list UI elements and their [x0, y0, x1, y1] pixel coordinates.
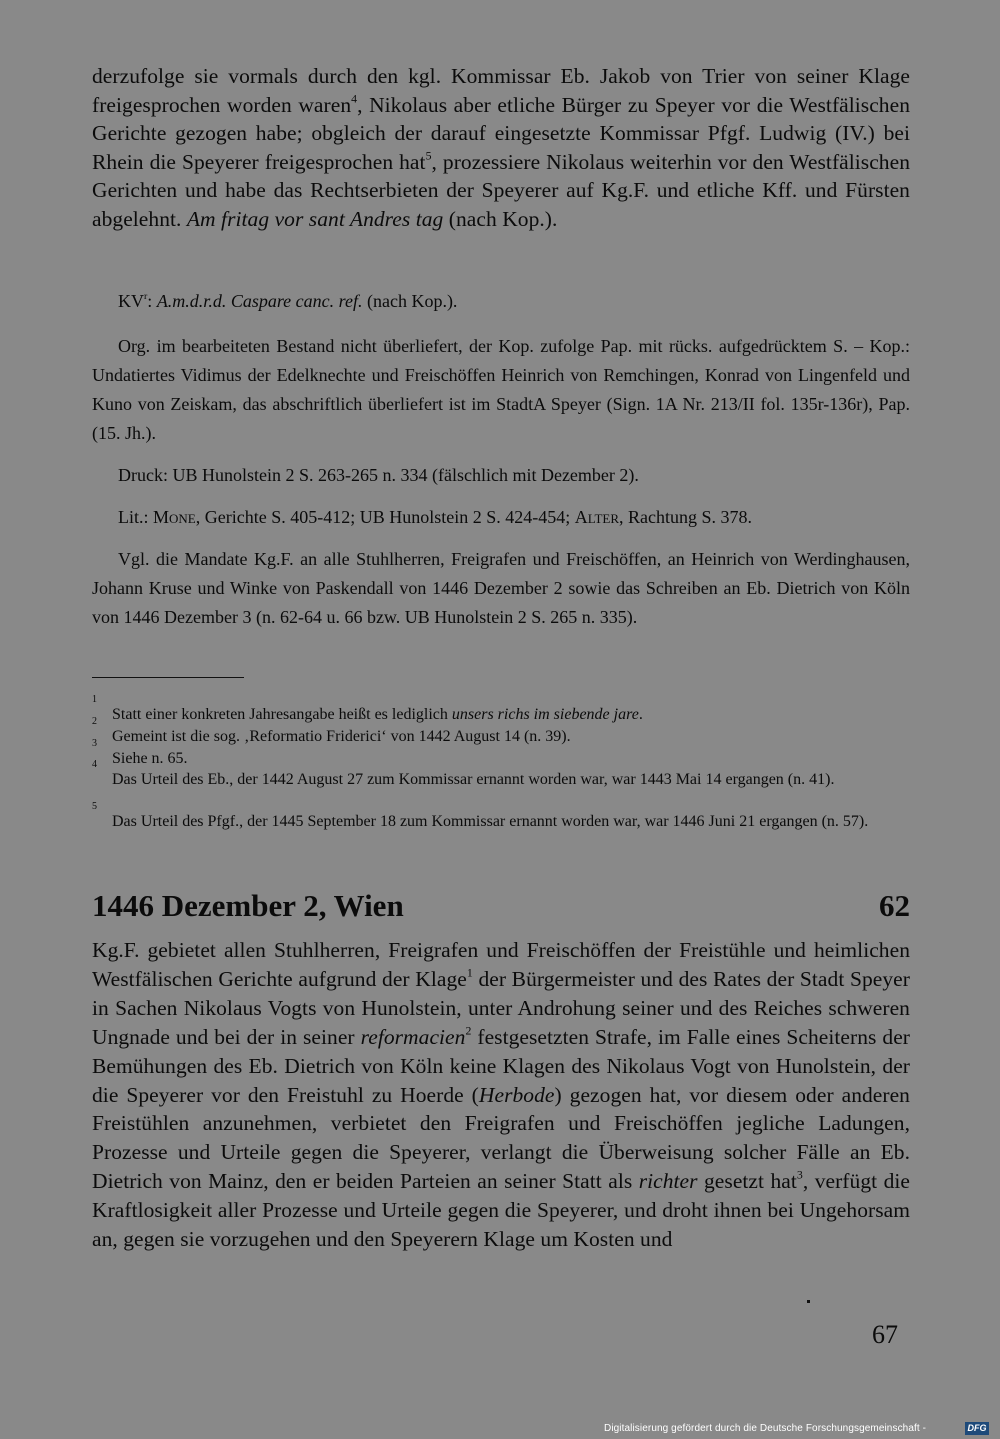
text-run: Lit.:	[118, 507, 153, 527]
text-run: der Bürgermeister und des Rates der Stadt Speyer in Sachen Nikolaus Vogts von Hunolstein, unter Androhung seiner und des Reiches schweren Ungnade und bei der in seiner	[92, 966, 910, 1049]
footnote-text: Siehe n. 65.	[112, 750, 188, 767]
italic-term: Herbode	[478, 1082, 555, 1107]
speck-mark	[807, 1300, 810, 1303]
text-run: , Nikolaus aber etliche Bürger zu Speyer vor die Westfälischen Gerichte gezogen habe; obgleich der darauf eingesetzte Kommissar Pfgf. Ludwig (IV.) bei Rhein die Speyerer freigesprochen hat	[92, 92, 910, 174]
footnote: 1 Statt einer konkreten Jahresangabe heißt es lediglich unsers richs im siebende jare.	[92, 694, 643, 723]
entry-date-place: 1446 Dezember 2, Wien	[92, 888, 404, 923]
footnote-divider	[92, 677, 244, 678]
continuation-paragraph	[92, 62, 910, 234]
text-run: Kg.F. gebietet allen Stuhlherren, Freigrafen und Freischöffen der Freistühle und heimlichen Westfälischen Gerichte aufgrund der Klage	[92, 938, 910, 991]
entry-regest	[92, 936, 910, 1254]
kv-sup: r	[144, 291, 148, 303]
author-name: Mone	[153, 507, 196, 527]
footnote: 4 Das Urteil des Eb., der 1442 August 27 zum Kommissar ernannt worden war, war 1443 Mai 14 ergangen (n. 41).	[92, 769, 910, 791]
dfg-logo-icon: DFG	[965, 1422, 989, 1435]
footnote-ref: 2	[465, 1023, 472, 1038]
entry-heading	[92, 886, 910, 926]
footnote-italic: unsers richs im siebende jare	[451, 706, 639, 723]
text-run: :	[147, 291, 157, 311]
footnote: 5 Das Urteil des Pfgf., der 1445 September 18 zum Kommissar ernannt worden war, war 1446 Juni 21 ergangen (n. 57).	[92, 811, 910, 833]
page-number: 67	[872, 1320, 898, 1349]
footnote-text: Das Urteil des Eb., der 1442 August 27 zum Kommissar ernannt worden war, war 1443 Mai 14 ergangen (n. 41).	[112, 771, 835, 788]
text-run: gesetzt hat	[697, 1169, 797, 1194]
footnote: 3 Siehe n. 65.	[92, 748, 910, 770]
footnote-ref: 5	[425, 148, 432, 163]
italic-term: richter	[638, 1169, 698, 1194]
footnote-text: Statt einer konkreten Jahresangabe heißt es lediglich	[112, 706, 452, 723]
org-note: Org. im bearbeiteten Bestand nicht überliefert, der Kop. zufolge Pap. mit rücks. aufgedrücktem S. – Kop.: Undatiertes Vidimus der Edelknechte und Freischöffen Heinrich von Remchingen, Konrad von Lingenfeld und Kuno von Zeiskam, das abschriftlich überliefert ist im StadtA Speyer (Sign. 1A Nr. 213/II fol. 135r-136r), Pap. (15. Jh.).	[92, 336, 910, 443]
text-run: , prozessiere Nikolaus weiterhin vor den Westfälischen Gerichten und habe das Rechtserbieten der Speyerer auf Kg.F. und etliche Kff. und Fürsten abgelehnt.	[92, 149, 911, 231]
text-run: , verfügt die Kraftlosigkeit aller Prozesse und Urteile gegen die Speyerer, und droht ihnen bei Ungehorsam an, gegen sie vorzugehen und den Speyerern Klage um Kosten und	[92, 1169, 910, 1252]
footnote: 2 Gemeint ist die sog. ‚Reformatio Friderici‘ von 1442 August 14 (n. 39).	[92, 726, 910, 748]
lit-note	[92, 503, 910, 532]
footnote-text: Gemeint ist die sog. ‚Reformatio Friderici‘ von 1442 August 14 (n. 39).	[112, 728, 571, 745]
italic-term: reformacien	[360, 1024, 466, 1049]
dfg-credit: Digitalisierung gefördert durch die Deutsche Forschungsgemeinschaft -	[604, 1423, 927, 1434]
text-run: derzufolge sie vormals durch den kgl. Kommissar Eb. Jakob von Trier von seiner Klage freigesprochen worden waren	[92, 64, 910, 117]
date-phrase: Am fritag vor sant Andres tag	[186, 206, 444, 231]
kv-label: KV	[118, 291, 144, 311]
entry-number: 62	[879, 888, 910, 923]
text-run: , Gerichte S. 405-412; UB Hunolstein 2 S. 424-454;	[195, 507, 575, 527]
text-run: (nach Kop.).	[443, 206, 558, 231]
text-run: .	[638, 706, 643, 723]
kv-italic: A.m.d.r.d. Caspare canc. ref.	[156, 291, 363, 311]
text-run: , Rachtung S. 378.	[619, 507, 753, 527]
footnote-ref: 3	[796, 1167, 803, 1182]
text-run: festgesetzten Strafe, im Falle eines Scheiterns der Bemühungen des Eb. Dietrich von Köln keine Klagen des Nikolaus Vogt von Hunolstein, der die Speyerer vor den Freistuhl zu Hoerde (	[92, 1024, 911, 1107]
kv-note	[92, 287, 910, 316]
text-run: ) gezogen hat, vor diesem oder anderen Freistühlen anzunehmen, verbietet den Freigrafen und Freischöffen jegliche Ladungen, Prozesse und Urteile gegen die Speyerer, verlangt die Überweisung solcher Fälle an Eb. Dietrich von Mainz, den er beiden Parteien an seiner Statt als	[92, 1082, 910, 1194]
author-name: Alter	[574, 507, 620, 527]
vgl-note: Vgl. die Mandate Kg.F. an alle Stuhlherren, Freigrafen und Freischöffen, an Heinrich von Werdinghausen, Johann Kruse und Winke von Paskendall von 1446 Dezember 2 sowie das Schreiben an Eb. Dietrich von Köln von 1446 Dezember 3 (n. 62-64 u. 66 bzw. UB Hunolstein 2 S. 265 n. 335).	[92, 549, 910, 627]
text-run: (nach Kop.).	[362, 291, 458, 311]
druck-note: Druck: UB Hunolstein 2 S. 263-265 n. 334 (fälschlich mit Dezember 2).	[118, 465, 639, 485]
footnote-text: Das Urteil des Pfgf., der 1445 September 18 zum Kommissar ernannt worden war, war 1446 Juni 21 ergangen (n. 57).	[112, 813, 869, 830]
footnote-ref: 4	[351, 91, 358, 106]
footnote-ref: 1	[466, 965, 473, 980]
